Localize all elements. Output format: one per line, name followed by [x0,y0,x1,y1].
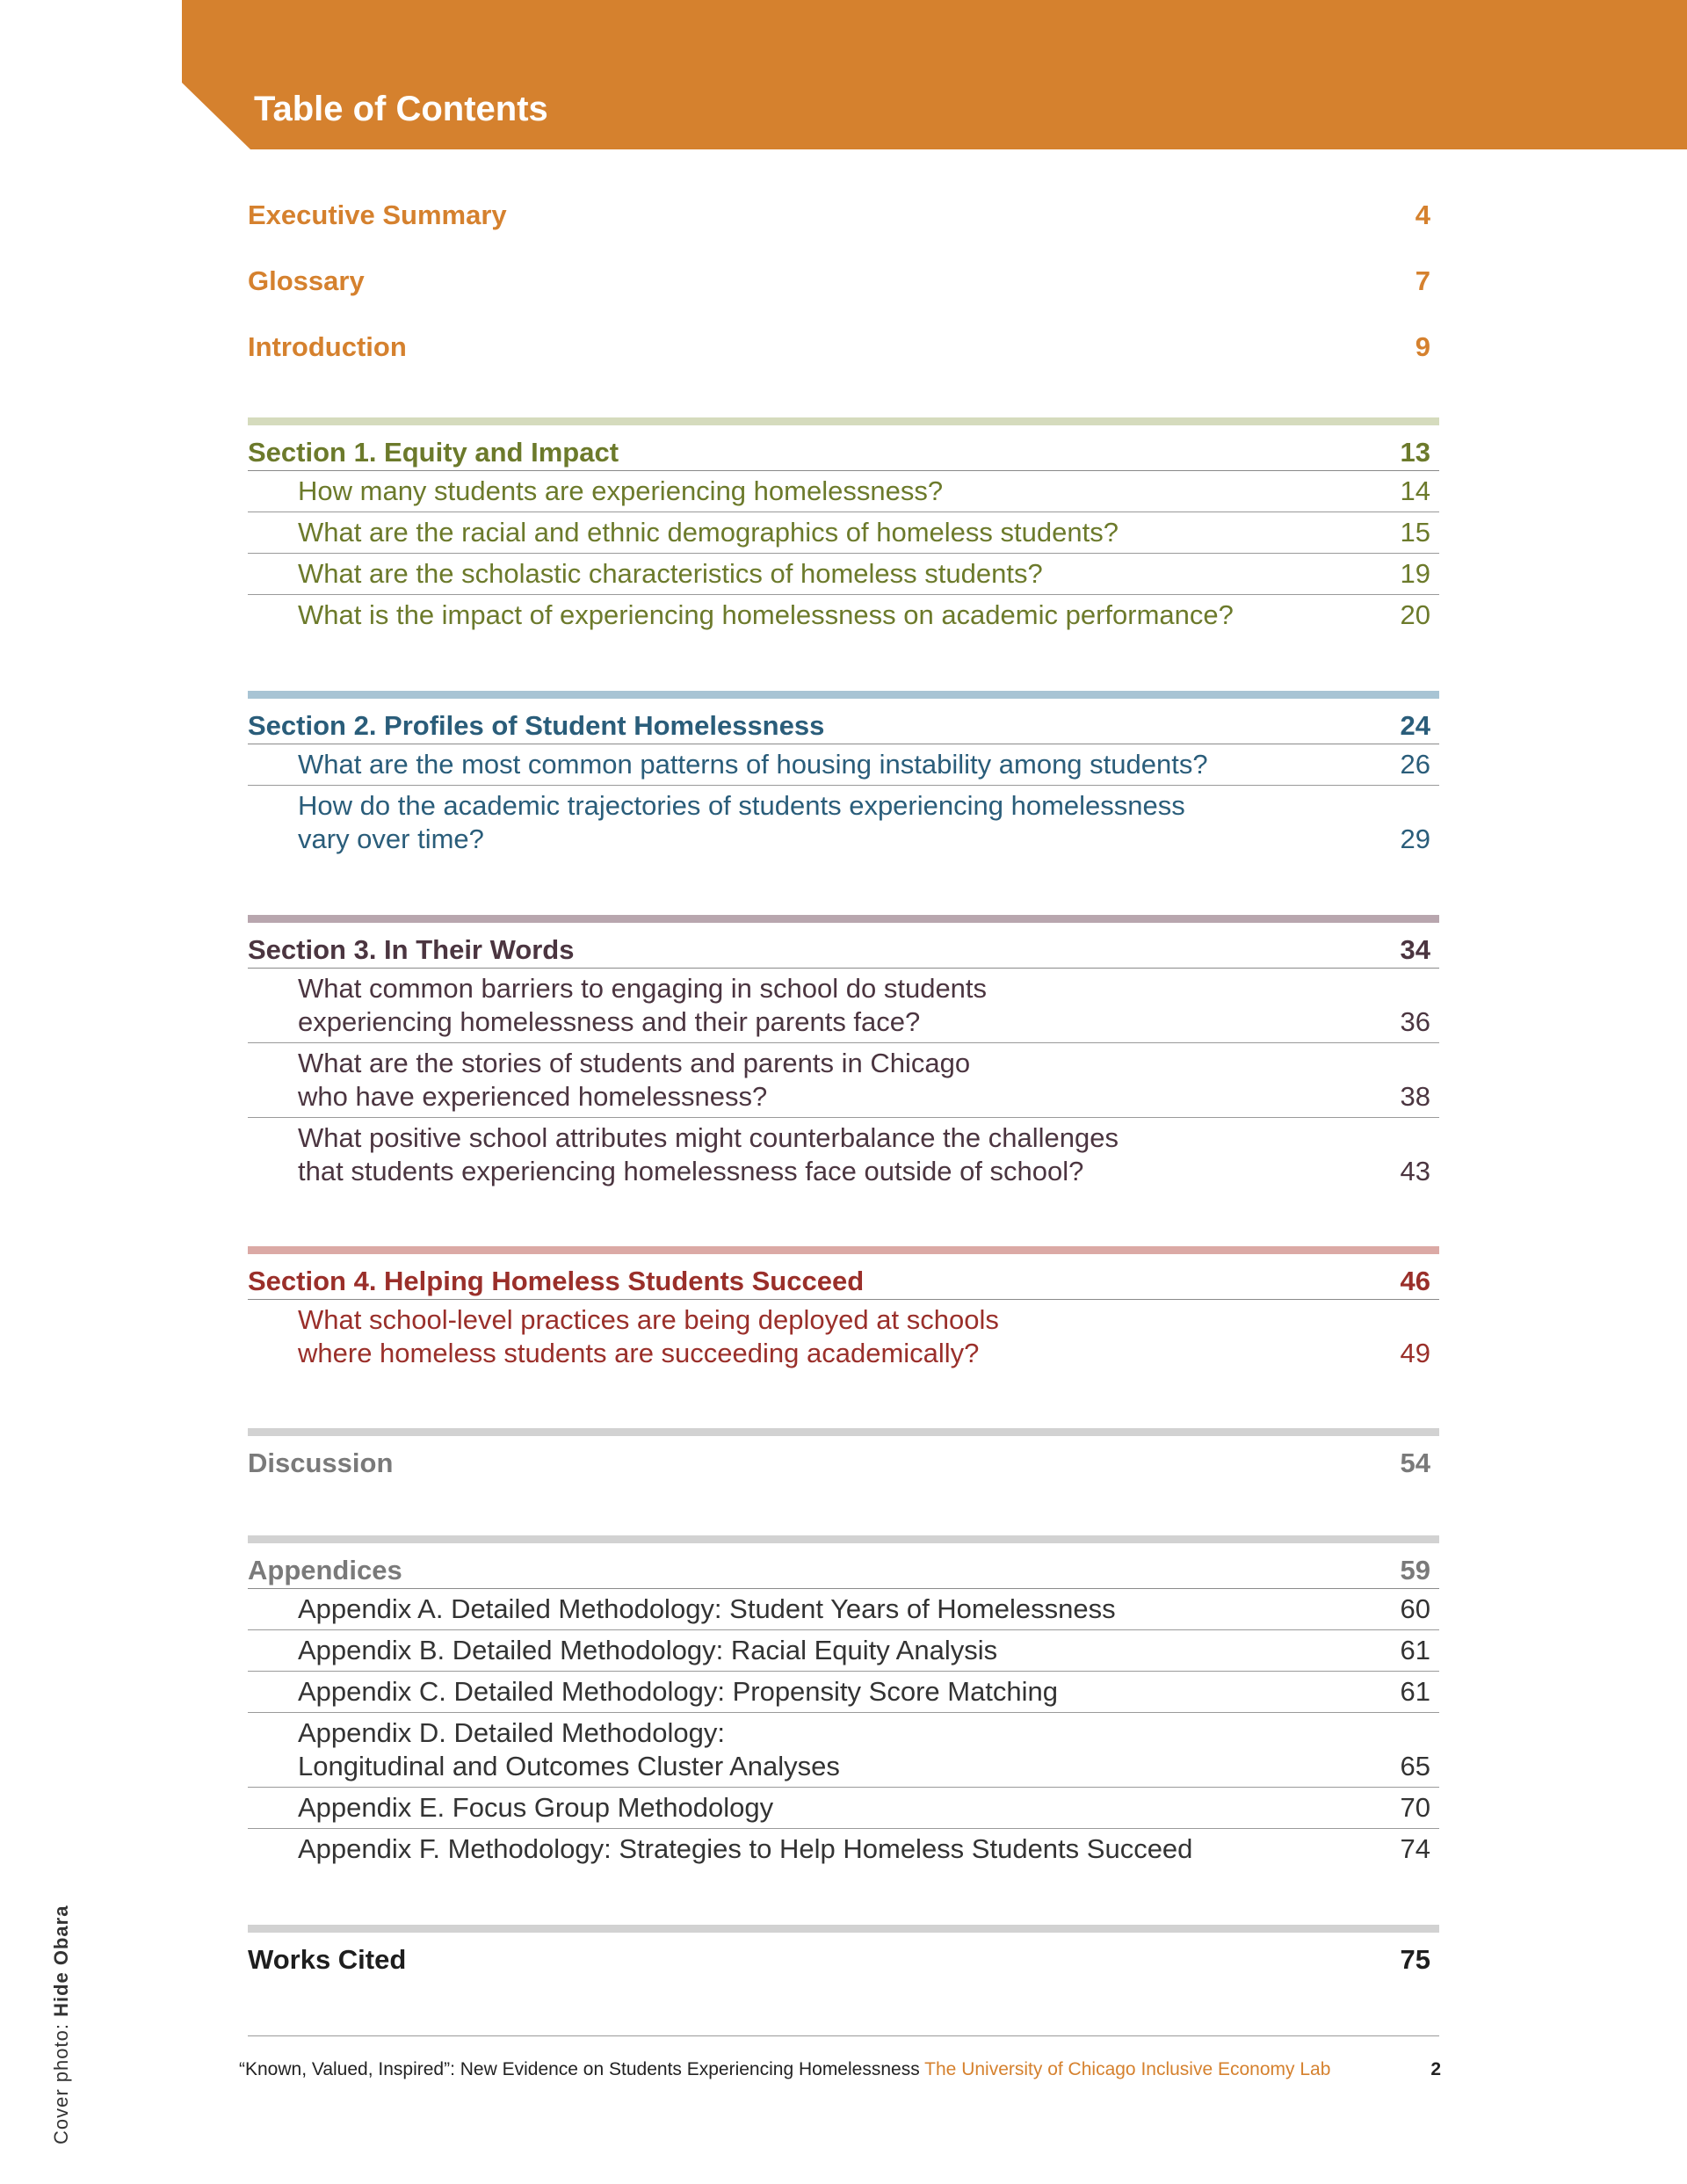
subentry-text: What are the scholastic characteristics of homeless students? [298,558,1043,589]
toc-section-3 [248,915,1439,1192]
toc-subentry[interactable] [248,1300,1439,1374]
section-page: 46 [1400,1266,1430,1296]
section-divider [248,417,1439,425]
section-divider [248,1925,1439,1933]
toc-section-heading[interactable] [248,1436,1439,1481]
toc-section-4 [248,1246,1439,1374]
toc-entry-introduction[interactable] [248,330,1439,396]
toc-discussion [248,1428,1439,1481]
subentry-page: 19 [1400,558,1430,589]
toc-subentry[interactable] [248,1589,1439,1630]
toc-section-2 [248,691,1439,860]
toc-entry-glossary[interactable] [248,265,1439,330]
subentry-page: 20 [1400,599,1430,630]
subentry-page: 15 [1400,517,1430,548]
subentry-page: 38 [1400,1081,1430,1112]
toc-subentry[interactable] [248,744,1439,786]
toc-subentry[interactable] [248,1043,1439,1118]
subentry-text-line-1: Appendix D. Detailed Methodology: [298,1717,725,1748]
credit-name: Hide Obara [50,1905,72,2017]
section-page: 13 [1400,437,1430,468]
subentry-text: Appendix A. Detailed Methodology: Student Years of Homelessness [298,1593,1116,1624]
toc-works-cited [248,1925,1439,1977]
subentry-text-line-2: where homeless students are succeeding academically? [298,1338,980,1368]
toc-subentry[interactable] [248,1713,1439,1788]
toc-subentry[interactable] [248,471,1439,512]
subentry-page: 49 [1400,1338,1430,1368]
footer-divider [248,2035,1439,2036]
subentry-text-line-1: What school-level practices are being deployed at schools [298,1304,999,1335]
toc-subentry[interactable] [248,554,1439,595]
toc-subentry[interactable] [248,1672,1439,1713]
subentry-text: Appendix C. Detailed Methodology: Propensity Score Matching [298,1676,1059,1707]
section-title: Appendices [248,1555,402,1585]
subentry-page: 43 [1400,1156,1430,1186]
subentry-page: 61 [1400,1635,1430,1665]
toc-entry-label: Glossary [248,265,365,296]
toc-subentry[interactable] [248,786,1439,860]
toc-entry-page: 9 [1415,331,1430,362]
subentry-text: What are the racial and ethnic demographics of homeless students? [298,517,1119,548]
toc-section-1 [248,417,1439,635]
toc-section-heading[interactable] [248,425,1439,471]
page-footer [239,2058,1441,2081]
subentry-page: 70 [1400,1792,1430,1823]
subentry-text-line-2: Longitudinal and Outcomes Cluster Analyses [298,1751,840,1781]
toc-section-heading[interactable] [248,1543,1439,1589]
subentry-text: Appendix F. Methodology: Strategies to Help Homeless Students Succeed [298,1833,1193,1864]
subentry-page: 29 [1400,824,1430,854]
subentry-text: Appendix B. Detailed Methodology: Racial Equity Analysis [298,1635,998,1665]
toc-section-heading[interactable] [248,699,1439,744]
section-divider [248,1535,1439,1543]
subentry-page: 74 [1400,1833,1430,1864]
section-title: Section 3. In Their Words [248,934,575,965]
toc-front-matter [248,199,1439,396]
subentry-text-line-2: vary over time? [298,824,484,854]
subentry-text: How many students are experiencing homelessness? [298,475,944,506]
section-title: Section 4. Helping Homeless Students Succeed [248,1266,865,1296]
toc-entry-executive-summary[interactable] [248,199,1439,265]
section-divider [248,1246,1439,1254]
page-title: Table of Contents [254,90,548,128]
toc-entry-page: 7 [1415,265,1430,296]
subentry-page: 36 [1400,1006,1430,1037]
section-divider [248,915,1439,923]
section-divider [248,691,1439,699]
toc-entry-page: 4 [1415,200,1430,230]
subentry-page: 60 [1400,1593,1430,1624]
subentry-page: 65 [1400,1751,1430,1781]
cover-photo-credit [50,1905,73,2144]
credit-prefix: Cover photo: [50,2016,72,2144]
section-divider [248,1428,1439,1436]
section-page: 59 [1400,1555,1430,1585]
footer-page-number: 2 [1430,2059,1441,2079]
toc-appendices [248,1535,1439,1869]
toc-subentry[interactable] [248,1829,1439,1869]
subentry-text-line-1: What common barriers to engaging in school do students [298,973,988,1004]
subentry-text-line-1: How do the academic trajectories of students experiencing homelessness [298,790,1185,821]
toc-subentry[interactable] [248,1630,1439,1672]
toc-entry-label: Introduction [248,331,407,362]
footer-report-title: “Known, Valued, Inspired”: New Evidence on Students Experiencing Homelessness [239,2059,920,2079]
section-page: 54 [1400,1448,1430,1478]
section-title: Discussion [248,1448,394,1478]
toc-subentry[interactable] [248,512,1439,554]
subentry-text-line-1: What positive school attributes might counterbalance the challenges [298,1122,1119,1153]
subentry-text-line-2: who have experienced homelessness? [298,1081,768,1112]
subentry-page: 61 [1400,1676,1430,1707]
subentry-text-line-2: experiencing homelessness and their parents face? [298,1006,921,1037]
section-title: Section 2. Profiles of Student Homelessness [248,710,825,741]
section-title: Works Cited [248,1944,407,1975]
subentry-text: What is the impact of experiencing homelessness on academic performance? [298,599,1234,630]
section-page: 75 [1400,1944,1430,1975]
toc-section-heading[interactable] [248,1254,1439,1300]
subentry-text-line-1: What are the stories of students and parents in Chicago [298,1048,971,1078]
toc-section-heading[interactable] [248,923,1439,969]
subentry-text-line-2: that students experiencing homelessness face outside of school? [298,1156,1084,1186]
section-page: 24 [1400,710,1430,741]
subentry-page: 26 [1400,749,1430,780]
toc-subentry[interactable] [248,1788,1439,1829]
toc-subentry[interactable] [248,595,1439,635]
toc-subentry[interactable] [248,1118,1439,1192]
toc-subentry[interactable] [248,969,1439,1043]
toc-section-heading[interactable] [248,1933,1439,1977]
section-page: 34 [1400,934,1430,965]
subentry-text: What are the most common patterns of housing instability among students? [298,749,1208,780]
toc-entry-label: Executive Summary [248,200,507,230]
subentry-text: Appendix E. Focus Group Methodology [298,1792,774,1823]
section-title: Section 1. Equity and Impact [248,437,619,468]
subentry-page: 14 [1400,475,1430,506]
footer-organization: The University of Chicago Inclusive Economy Lab [924,2059,1331,2079]
